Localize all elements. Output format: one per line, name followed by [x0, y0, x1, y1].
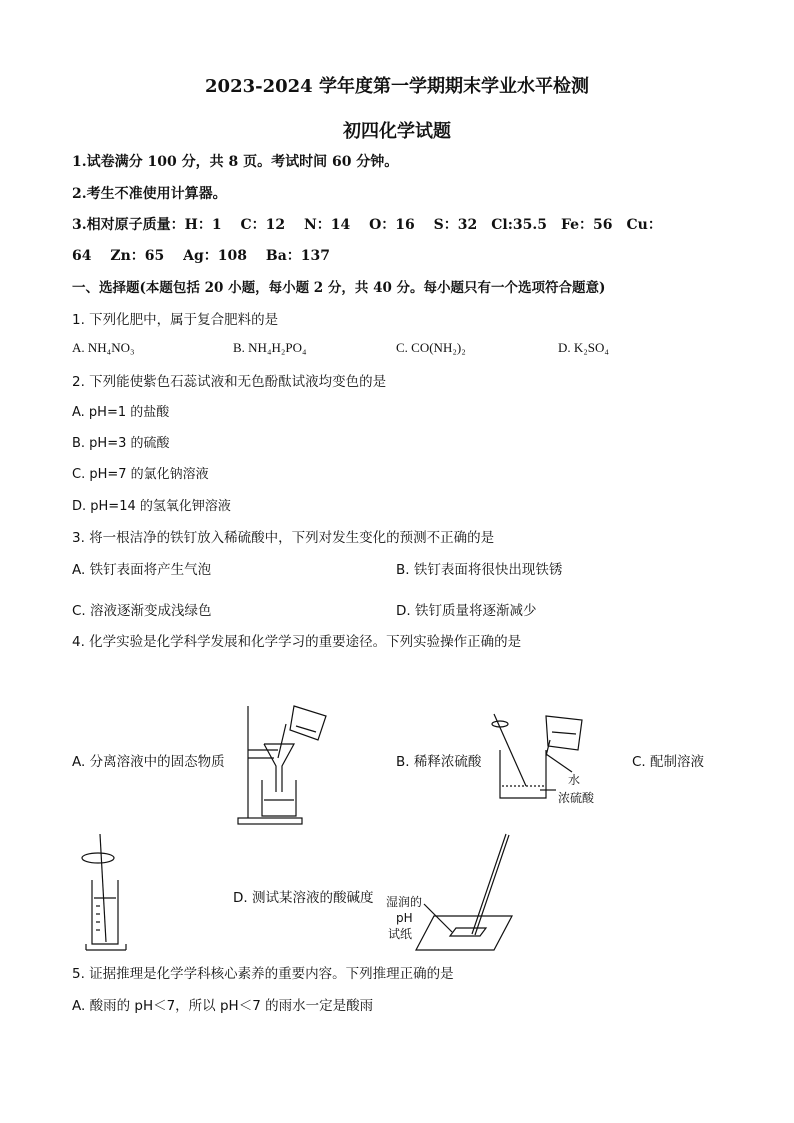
note-4: 64 Zn：65 Ag：108 Ba：137 [72, 248, 330, 264]
dilute-acid-figure [486, 710, 626, 810]
q5-stem: 5. 证据推理是化学学科核心素养的重要内容。下列推理正确的是 [72, 966, 454, 982]
note-2: 2.考生不准使用计算器。 [72, 186, 227, 202]
q4-option-c: C. 配制溶液 [632, 754, 705, 770]
q1-option-c: C. CO(NH₂)₂ [396, 340, 466, 355]
q2-option-d: D. pH=14 的氢氧化钾溶液 [72, 499, 231, 514]
label-wet: 湿润的 [386, 895, 423, 909]
note-3: 3.相对原子质量：H：1 C：12 N：14 O：16 S：32 Cl:35.5 Fe：56 Cu： [72, 217, 662, 233]
q1-stem: 1. 下列化肥中，属于复合肥料的是 [72, 312, 279, 328]
q2-option-b: B. pH=3 的硫酸 [72, 436, 170, 451]
graduated-cylinder-figure [70, 832, 140, 954]
label-ph: pH [396, 911, 413, 925]
filtration-apparatus-figure [234, 700, 334, 828]
q2-option-c: C. pH=7 的氯化钠溶液 [72, 467, 209, 482]
exam-title: 2023-2024 学年度第一学期期末学业水平检测 [205, 76, 589, 97]
q2-option-a: A. pH=1 的盐酸 [72, 405, 170, 420]
q3-option-a: A. 铁钉表面将产生气泡 [72, 562, 212, 578]
q2-stem: 2. 下列能使紫色石蕊试液和无色酚酞试液均变色的是 [72, 374, 387, 390]
label-water: 水 [568, 773, 581, 787]
q1-option-b: B. NH₄H₂PO₄ [233, 340, 307, 355]
q3-stem: 3. 将一根洁净的铁钉放入稀硫酸中，下列对发生变化的预测不正确的是 [72, 530, 495, 546]
q4-stem: 4. 化学实验是化学科学发展和化学学习的重要途径。下列实验操作正确的是 [72, 634, 522, 650]
label-paper: 试纸 [388, 927, 413, 941]
q3-option-c: C. 溶液逐渐变成浅绿色 [72, 603, 212, 619]
q3-option-d: D. 铁钉质量将逐渐减少 [396, 603, 537, 619]
q1-option-d: D. K₂SO₄ [558, 340, 609, 355]
q1-option-a: A. NH₄NO₃ [72, 340, 135, 355]
ph-test-figure [382, 830, 522, 954]
section-heading: 一、选择题(本题包括 20 小题，每小题 2 分，共 40 分。每小题只有一个选项符合题意) [72, 280, 606, 296]
exam-subtitle: 初四化学试题 [343, 121, 451, 142]
q4-option-d: D. 测试某溶液的酸碱度 [233, 890, 374, 906]
q4-option-a: A. 分离溶液中的固态物质 [72, 754, 225, 770]
q3-option-b: B. 铁钉表面将很快出现铁锈 [396, 562, 563, 578]
note-1: 1.试卷满分 100 分，共 8 页。考试时间 60 分钟。 [72, 154, 399, 170]
q4-option-b: B. 稀释浓硫酸 [396, 754, 482, 770]
label-conc-acid: 浓硫酸 [558, 791, 595, 805]
q5-option-a: A. 酸雨的 pH＜7，所以 pH＜7 的雨水一定是酸雨 [72, 998, 374, 1014]
